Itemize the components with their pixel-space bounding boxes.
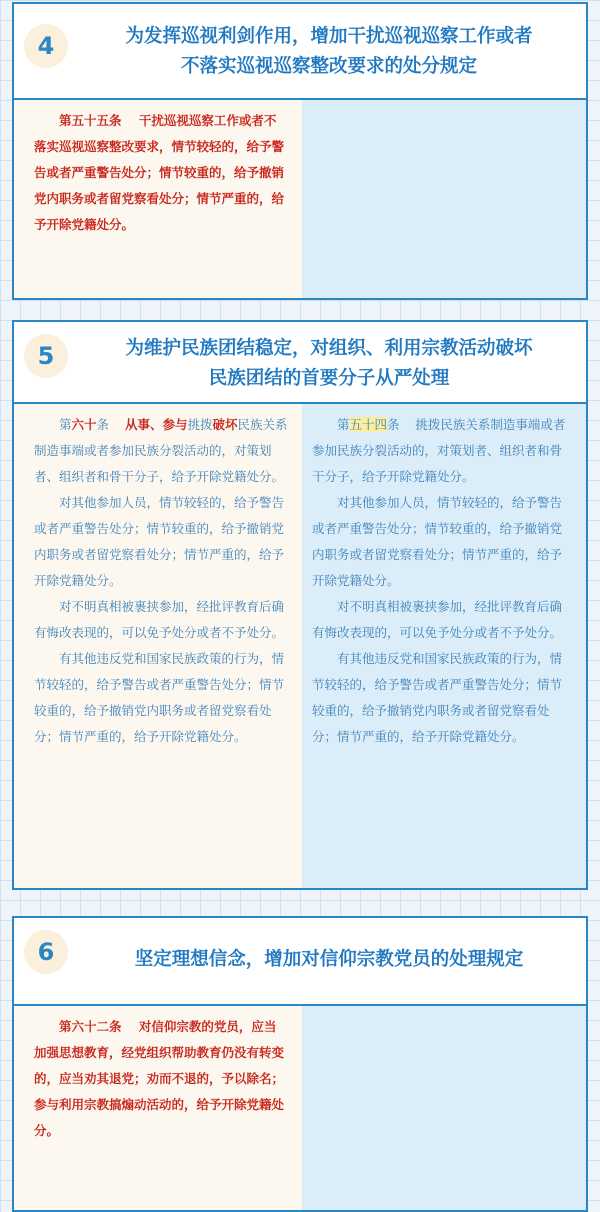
article-62-text: 第六十二条 对信仰宗教的党员，应当加强思想教育，经党组织帮助教育仍没有转变的，应当劝其退党；劝而不退的，予以除名；参与利用宗教搞煽动活动的，给予开除党籍处分。 <box>34 1019 285 1138</box>
section-4-body <box>12 100 588 300</box>
article-54-paragraph-4: 有其他违反党和国家民族政策的行为，情节较轻的，给予警告或者严重警告处分；情节较重的，给予撤销党内职务或者留党察看处分；情节严重的，给予开除党籍处分。 <box>312 651 563 744</box>
article-60-suffix: 条 <box>96 417 125 432</box>
section-4-left-column <box>14 100 302 298</box>
article-60-prefix: 第 <box>59 417 72 432</box>
section-5-title-line-2: 民族团结的首要分子从严处理 <box>208 368 450 389</box>
article-54-paragraph-2: 对其他参加人员，情节较轻的，给予警告或者严重警告处分；情节较重的，给予撤销党内职务或者留党察看处分；情节严重的，给予开除党籍处分。 <box>312 495 563 588</box>
article-54-paragraph-1 <box>312 412 572 490</box>
section-6-title <box>82 945 576 975</box>
article-60-paragraph-1 <box>34 412 288 490</box>
section-4-number-badge: 4 <box>24 24 68 68</box>
article-54-body: 条 挑拨民族关系制造事端或者参加民族分裂活动的，对策划者、组织者和骨干分子，给予开除党籍处分。 <box>312 417 566 484</box>
section-5-left-column <box>14 404 302 888</box>
section-6-body <box>12 1006 588 1212</box>
article-55-text: 第五十五条 干扰巡视巡察工作或者不落实巡视巡察整改要求，情节较轻的，给予警告或者严重警告处分；情节较重的，给予撤销党内职务或者留党察看处分；情节严重的，给予开除党籍处分。 <box>34 113 285 232</box>
article-60-paragraph-4: 有其他违反党和国家民族政策的行为，情节较轻的，给予警告或者严重警告处分；情节较重的，给予撤销党内职务或者留党察看处分；情节严重的，给予开除党籍处分。 <box>34 651 285 744</box>
section-5-title <box>82 334 576 394</box>
section-5-number-badge: 5 <box>24 334 68 378</box>
section-5-body <box>12 404 588 890</box>
section-5-title-line-1: 为维护民族团结稳定，对组织、利用宗教活动破坏 <box>125 338 533 359</box>
article-54-number-highlight: 五十四 <box>349 417 388 432</box>
article-60-word: 挑拨 <box>187 417 213 432</box>
section-6-number-badge: 6 <box>24 930 68 974</box>
section-6-header <box>12 916 588 1006</box>
section-4-header <box>12 2 588 100</box>
section-4-title-line-2: 不落实巡视巡察整改要求的处分规定 <box>180 56 477 77</box>
section-5-header <box>12 320 588 404</box>
article-54-prefix: 第 <box>337 417 350 432</box>
section-4-right-column <box>302 100 586 298</box>
article-60-number: 六十 <box>71 417 97 432</box>
article-60-keyword-1: 从事、参与 <box>124 417 188 432</box>
article-54-paragraph-3: 对不明真相被裹挟参加，经批评教育后确有悔改表现的，可以免予处分或者不予处分。 <box>312 599 563 640</box>
section-4-title-line-1: 为发挥巡视利剑作用，增加干扰巡视巡察工作或者 <box>125 26 533 47</box>
article-60-paragraph-2: 对其他参加人员，情节较轻的，给予警告或者严重警告处分；情节较重的，给予撤销党内职务或者留党察看处分；情节严重的，给予开除党籍处分。 <box>34 495 285 588</box>
section-6-right-column <box>302 1006 586 1210</box>
section-6-title-line: 坚定理想信念，增加对信仰宗教党员的处理规定 <box>134 949 524 970</box>
article-60-body: 民族关系制造事端或者参加民族分裂活动的，对策划者、组织者和骨干分子，给予开除党籍处分。 <box>34 417 288 484</box>
section-4-title <box>82 22 576 82</box>
section-6-left-column <box>14 1006 302 1210</box>
section-5-right-column <box>302 404 586 888</box>
article-60-keyword-2: 破坏 <box>212 417 238 432</box>
article-60-paragraph-3: 对不明真相被裹挟参加，经批评教育后确有悔改表现的，可以免予处分或者不予处分。 <box>34 599 285 640</box>
